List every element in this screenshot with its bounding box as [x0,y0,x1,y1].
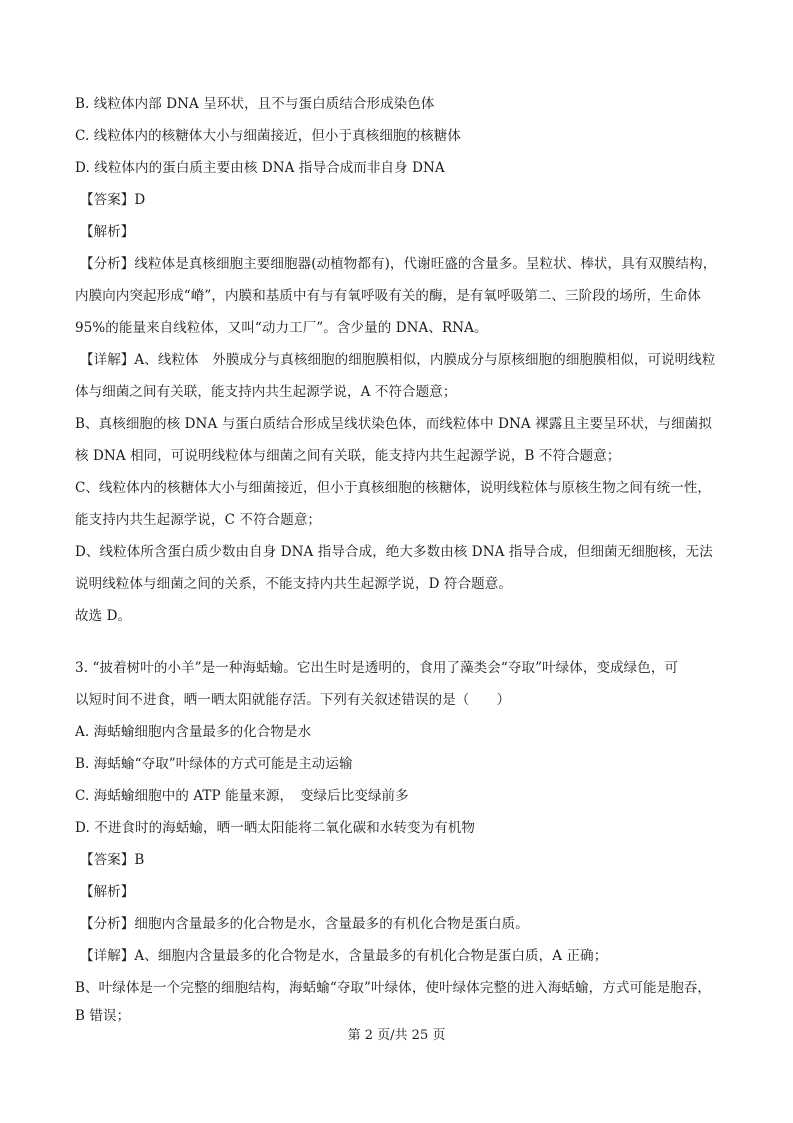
analysis-text: 【分析】细胞内含量最多的化合物是水，含量最多的有机化合物是蛋白质。 [80,916,529,932]
option-b-line: B. 线粒体内部 DNA 呈环状，且不与蛋白质结合形成染色体 [75,96,435,112]
option-c-line: C. 线粒体内的核糖体大小与细菌接近，但小于真核细胞的核糖体 [75,128,461,144]
answer-label: 【答案】B [80,852,145,868]
detail-text: D、线粒体所含蛋白质少数由自身 DNA 指导合成，绝大多数由核 DNA 指导合成，但细菌无细胞核，无法 [75,544,713,560]
option-d-line: D. 不进食时的海蛞蝓，晒一晒太阳能将二氧化碳和水转变为有机物 [75,820,476,836]
page-footer: 第 2 页/共 25 页 [347,1028,446,1043]
analysis-heading: 【解析】 [80,884,135,900]
detail-text: 【详解】A、线粒体 外膜成分与真核细胞的细胞膜相似，内膜成分与原核细胞的细胞膜相似，可说明线粒 [80,352,716,368]
detail-text: C、线粒体内的核糖体大小与细菌接近，但小于真核细胞的核糖体，说明线粒体与原核生物之间有统一性， [75,480,712,496]
option-b-line: B. 海蛞蝓“夺取”叶绿体的方式可能是主动运输 [75,756,353,772]
conclusion-text: 故选 D。 [75,608,132,624]
question-3-stem: 3. “披着树叶的小羊”是一种海蛞蝓。它出生时是透明的，食用了藻类会“夺取”叶绿体，变成绿色，可 [75,660,679,676]
option-c-line: C. 海蛞蝓细胞中的 ATP 能量来源， 变绿后比变绿前多 [75,788,409,804]
option-a-line: A. 海蛞蝓细胞内含量最多的化合物是水 [75,724,312,740]
detail-text: 说明线粒体与细菌之间的关系，不能支持内共生起源学说，D 符合题意。 [75,576,512,592]
analysis-text: 【分析】线粒体是真核细胞主要细胞器(动植物都有)，代谢旺盛的含量多。呈粒状、棒状，具有双膜结构， [80,256,717,272]
question-3-stem: 以短时间不进食，晒一晒太阳就能存活。下列有关叙述错误的是（ ） [75,692,511,708]
analysis-text: 95%的能量来自线粒体，又叫“动力工厂”。含少量的 DNA、RNA。 [75,320,488,336]
option-d-line: D. 线粒体内的蛋白质主要由核 DNA 指导合成而非自身 DNA [75,160,445,176]
analysis-text: 内膜向内突起形成“嵴”，内膜和基质中有与有氧呼吸有关的酶，是有氧呼吸第二、三阶段的场所，生命体 [75,288,702,304]
detail-text: 体与细菌之间有关联，能支持内共生起源学说，A 不符合题意； [75,384,457,400]
detail-text: 能支持内共生起源学说，C 不符合题意； [75,512,322,528]
detail-text: B、叶绿体是一个完整的细胞结构，海蛞蝓“夺取”叶绿体，使叶绿体完整的进入海蛞蝓，方式可能是胞吞， [75,980,712,996]
detail-text: 核 DNA 相同，可说明线粒体与细菌之间有关联，能支持内共生起源学说，B 不符合题意； [75,448,621,464]
detail-text: B、真核细胞的核 DNA 与蛋白质结合形成呈线状染色体，而线粒体中 DNA 裸露且主要呈环状，与细菌拟 [75,416,712,432]
answer-label: 【答案】D [80,192,146,208]
analysis-heading: 【解析】 [80,224,135,240]
detail-text: B 错误； [75,1008,131,1024]
detail-text: 【详解】A、细胞内含量最多的化合物是水，含量最多的有机化合物是蛋白质，A 正确； [80,948,608,964]
